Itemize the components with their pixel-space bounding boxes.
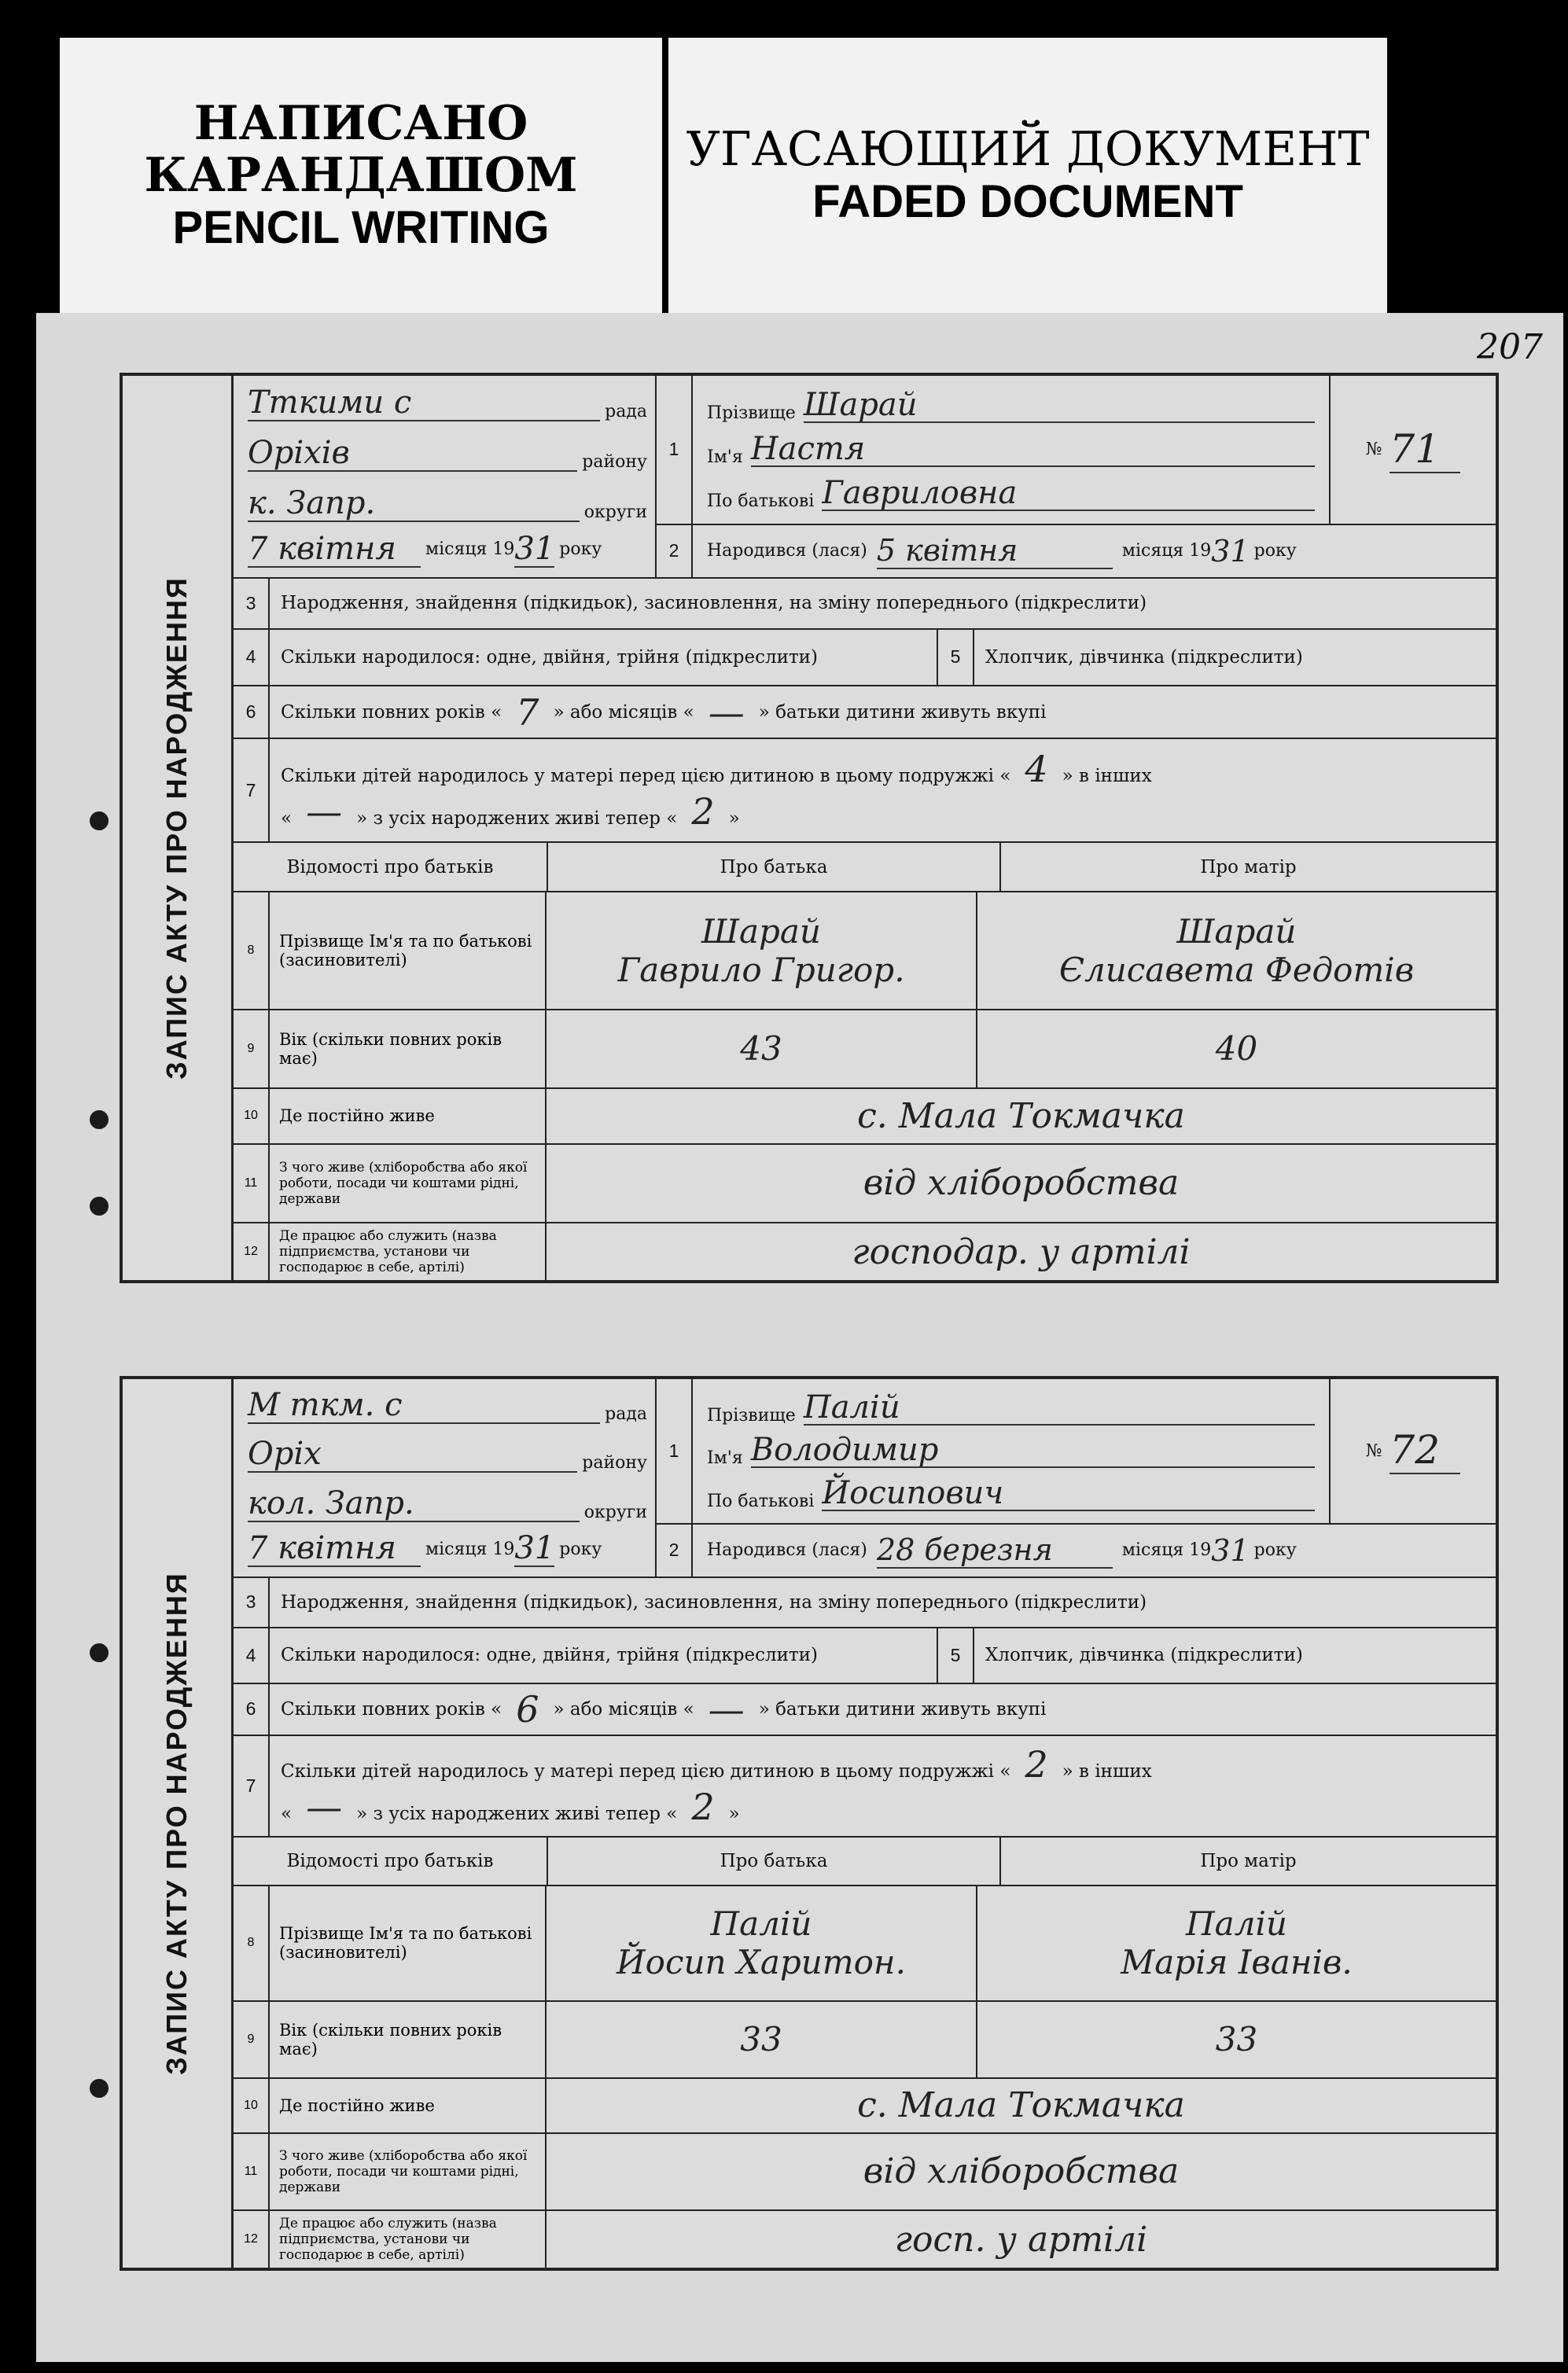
sex-text: Хлопчик, дівчинка (підкреслити) <box>985 1645 1303 1666</box>
mother-age: 40 <box>976 1010 1496 1087</box>
reg-date-year: 31 <box>514 1530 555 1567</box>
name-field-label: Прізвище Ім'я та по батькові (засиновителі) <box>270 1886 547 2000</box>
reg-date-year: 31 <box>514 530 555 567</box>
raion-value: Оріх <box>248 1437 577 1473</box>
workplace-value: госп. у артілі <box>894 2219 1148 2260</box>
row-number: 12 <box>234 2211 270 2268</box>
birth-type-text: Народження, знайдення (підкидьок), засиновлення, на зміну попереднього (підкреслити) <box>281 593 1147 614</box>
born-year: 31 <box>1211 533 1250 568</box>
children-this-marriage: 2 <box>1025 1743 1048 1786</box>
mother-name: Марія Іванів. <box>1121 1943 1353 1982</box>
header-row <box>234 1379 1496 1578</box>
punch-hole <box>90 1197 109 1216</box>
name-field-label: Прізвище Ім'я та по батькові (засиновителі) <box>270 892 547 1008</box>
children-other-label: » в інших <box>1062 1761 1152 1783</box>
record-side-title <box>123 1379 234 2268</box>
children-this-marriage: 4 <box>1025 748 1048 791</box>
years-together-value: 7 <box>516 690 539 734</box>
workplace-label: Де працює або служить (назва підприємства, установи чи господарює в себе, артілі) <box>270 2211 547 2268</box>
residence-label: Де постійно живе <box>270 2079 547 2132</box>
mother-surname: Шарай <box>1176 911 1297 951</box>
side-title-text: ЗАПИС АКТУ ПРО НАРОДЖЕННЯ <box>160 576 193 1080</box>
okruha-value: кол. Запр. <box>248 1486 580 1522</box>
rada-value: М ткм. с <box>248 1388 600 1424</box>
mother-age: 33 <box>976 2002 1496 2077</box>
okruha-value: к. Запр. <box>248 486 580 522</box>
row-number: 6 <box>234 1684 270 1735</box>
okruha-label: округи <box>583 1503 647 1523</box>
livelihood-value: від хліборобства <box>863 1163 1180 1204</box>
punch-hole <box>90 811 109 830</box>
reg-date-end: року <box>559 539 602 560</box>
years-together-label: Скільки повних років « <box>281 701 502 723</box>
rada-value: Тткими с <box>248 385 600 421</box>
workplace-value: господар. у артілі <box>852 1231 1191 1272</box>
father-name: Гаврило Григор. <box>617 950 905 989</box>
row-number: 10 <box>234 1089 270 1143</box>
age-label: Вік (скільки повних років має) <box>270 1010 547 1087</box>
row-number: 8 <box>234 1886 270 2000</box>
row-number: 1 <box>657 376 693 524</box>
birth-type-text: Народження, знайдення (підкидьок), засиновлення, на зміну попереднього (підкреслити) <box>281 1591 1147 1613</box>
stamp-ru-text: УГАСАЮЩИЙ ДОКУМЕНТ <box>686 122 1370 177</box>
record-grid <box>234 376 1496 1280</box>
row-number: 6 <box>234 686 270 738</box>
born-year: 31 <box>1211 1532 1250 1568</box>
row-number: 11 <box>234 2134 270 2209</box>
born-mid: місяця 19 <box>1121 541 1212 561</box>
surname-value: Палій <box>804 1391 1315 1426</box>
mother-name: Єлисавета Федотів <box>1058 950 1415 989</box>
children-label: Скільки дітей народилось у матері перед цією дитиною в цьому подружжі « <box>281 1761 1011 1783</box>
workplace-label: Де працює або служить (назва підприємства, установи чи господарює в себе, артілі) <box>270 1223 547 1280</box>
row-number: 9 <box>234 1010 270 1087</box>
stamp-ru-line2: КАРАНДАШОМ <box>144 148 578 203</box>
multiplicity-text: Скільки народилося: одне, двійня, трійня (підкреслити) <box>270 630 938 686</box>
child-block <box>657 376 1496 577</box>
name-value: Настя <box>751 432 1315 467</box>
children-other-label: » в інших <box>1062 766 1152 787</box>
reg-date-end: року <box>559 1539 602 1559</box>
row-number: 4 <box>234 1628 270 1683</box>
father-age: 43 <box>740 1029 782 1069</box>
row-number: 8 <box>234 892 270 1008</box>
born-label: Народився (лася) <box>707 1540 867 1561</box>
rada-label: рада <box>605 401 647 421</box>
row-number: 1 <box>657 1379 693 1523</box>
father-head: Про батька <box>548 1838 1001 1885</box>
quote-close: » <box>728 808 740 830</box>
mother-surname: Палій <box>1186 1904 1287 1944</box>
father-surname: Палій <box>710 1904 812 1944</box>
child-block <box>657 1379 1496 1576</box>
surname-label: Прізвище <box>707 1406 796 1426</box>
children-living-value: 2 <box>691 1786 715 1829</box>
row-number: 7 <box>234 1736 270 1836</box>
surname-label: Прізвище <box>707 403 796 423</box>
months-label: » або місяців « <box>553 701 694 723</box>
born-end: року <box>1253 541 1297 561</box>
father-head: Про батька <box>548 843 1001 891</box>
months-value: — <box>708 690 745 734</box>
pencil-writing-stamp <box>60 38 662 315</box>
record-number <box>1329 376 1496 524</box>
name-value: Володимир <box>751 1433 1315 1468</box>
children-other-value: — <box>306 1786 343 1829</box>
father-age: 33 <box>740 2020 782 2059</box>
registry-place <box>234 1379 657 1576</box>
row-number: 7 <box>234 739 270 841</box>
row-number: 4 <box>234 630 270 686</box>
together-label: » батьки дитини живуть вкупі <box>758 1698 1047 1720</box>
residence-value: с. Мала Токмачка <box>857 2085 1185 2126</box>
register-sheet <box>36 313 1563 2362</box>
quote-close: » <box>728 1804 740 1825</box>
months-value: — <box>708 1687 745 1731</box>
reg-date-mid: місяця 19 <box>425 1539 515 1559</box>
record-number-label: № <box>1365 440 1382 460</box>
together-label: » батьки дитини живуть вкупі <box>758 701 1047 723</box>
punch-hole <box>90 1110 109 1129</box>
mother-head: Про матір <box>1200 856 1297 877</box>
born-label: Народився (лася) <box>707 541 867 561</box>
years-together-label: Скільки повних років « <box>281 1698 502 1720</box>
row-number: 3 <box>234 1578 270 1627</box>
okruha-label: округи <box>583 502 647 522</box>
name-label: Ім'я <box>707 447 743 467</box>
stamp-en-text: FADED DOCUMENT <box>812 176 1243 227</box>
patronymic-value: Йосипович <box>822 1477 1315 1511</box>
residence-value: с. Мала Токмачка <box>857 1095 1185 1136</box>
stamp-ru-line1: НАПИСАНО <box>193 96 528 151</box>
record-grid <box>234 1379 1496 2268</box>
parents-head: Відомості про батьків <box>234 1838 548 1885</box>
months-label: » або місяців « <box>553 1698 694 1720</box>
reg-date-mid: місяця 19 <box>425 539 515 560</box>
rada-label: рада <box>605 1404 647 1424</box>
born-day: 5 квітня <box>877 533 1113 569</box>
parents-head: Відомості про батьків <box>234 843 548 891</box>
row-number: 10 <box>234 2079 270 2132</box>
children-label: Скільки дітей народилось у матері перед цією дитиною в цьому подружжі « <box>281 766 1011 787</box>
living-label: » з усіх народжених живі тепер « <box>356 1804 678 1825</box>
father-surname: Шарай <box>701 911 821 951</box>
born-mid: місяця 19 <box>1121 1540 1212 1561</box>
living-label: » з усіх народжених живі тепер « <box>356 808 678 830</box>
patronymic-label: По батькові <box>707 1491 815 1511</box>
row-number: 2 <box>657 525 693 577</box>
folio-number: 207 <box>1477 327 1543 367</box>
side-title-text: ЗАПИС АКТУ ПРО НАРОДЖЕННЯ <box>160 1572 193 2075</box>
row-number: 3 <box>234 579 270 628</box>
row-number: 5 <box>938 1628 974 1683</box>
born-day: 28 березня <box>877 1532 1113 1569</box>
raion-value: Оріхів <box>248 436 577 472</box>
row-number: 11 <box>234 1145 270 1222</box>
header-row <box>234 376 1496 579</box>
years-together-value: 6 <box>516 1687 539 1731</box>
sex-text: Хлопчик, дівчинка (підкреслити) <box>985 646 1303 668</box>
patronymic-value: Гавриловна <box>822 476 1315 511</box>
reg-date-day: 7 квітня <box>248 532 421 568</box>
patronymic-label: По батькові <box>707 491 815 511</box>
birth-record <box>120 373 1499 1283</box>
record-number-value: 72 <box>1389 1427 1460 1474</box>
stamp-en-text: PENCIL WRITING <box>172 202 550 253</box>
children-living-value: 2 <box>691 790 715 833</box>
age-label: Вік (скільки повних років має) <box>270 2002 547 2077</box>
reg-date-day: 7 квітня <box>248 1531 421 1567</box>
children-other-value: — <box>306 790 343 833</box>
birth-record <box>120 1376 1499 2271</box>
faded-document-stamp <box>668 38 1387 315</box>
raion-label: району <box>582 1453 647 1473</box>
record-number-label: № <box>1365 1440 1382 1461</box>
row-number: 9 <box>234 2002 270 2077</box>
record-number-value: 71 <box>1389 426 1460 473</box>
mother-head: Про матір <box>1200 1850 1297 1871</box>
punch-hole <box>90 2079 109 2098</box>
row-number: 5 <box>938 630 974 686</box>
father-name: Йосип Харитон. <box>617 1943 906 1982</box>
name-label: Ім'я <box>707 1448 743 1469</box>
record-number <box>1329 1379 1496 1523</box>
record-side-title <box>123 376 234 1280</box>
livelihood-value: від хліборобства <box>863 2151 1180 2192</box>
row-number: 2 <box>657 1525 693 1576</box>
livelihood-label: З чого живе (хліборобства або якої роботи, посади чи коштами рідні, держави <box>270 2134 547 2209</box>
registry-place <box>234 376 657 577</box>
surname-value: Шарай <box>804 388 1315 423</box>
quote-open: « <box>281 1804 293 1825</box>
quote-open: « <box>281 808 293 830</box>
born-end: року <box>1253 1540 1297 1561</box>
row-number: 12 <box>234 1223 270 1280</box>
livelihood-label: З чого живе (хліборобства або якої роботи, посади чи коштами рідні, держави <box>270 1145 547 1222</box>
punch-hole <box>90 1643 109 1662</box>
multiplicity-text: Скільки народилося: одне, двійня, трійня (підкреслити) <box>270 1628 938 1683</box>
residence-label: Де постійно живе <box>270 1089 547 1143</box>
raion-label: району <box>582 451 647 472</box>
